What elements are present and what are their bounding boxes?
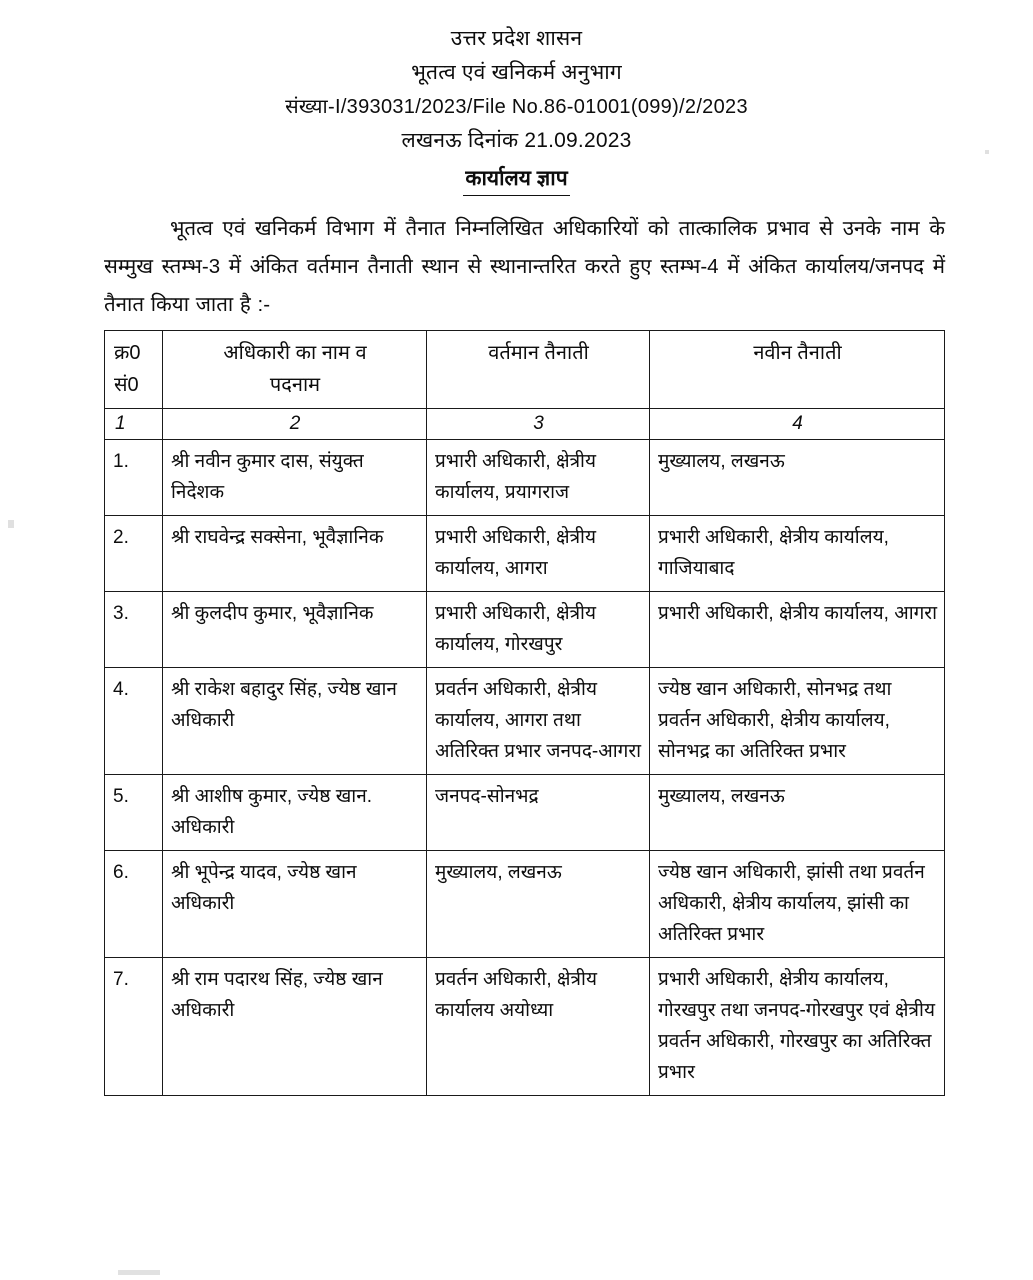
- cell-serial: 6.: [105, 851, 163, 958]
- table-row: [105, 958, 945, 1096]
- cell-new-posting: मुख्यालय, लखनऊ: [650, 440, 945, 516]
- department-name: भूतत्व एवं खनिकर्म अनुभाग: [411, 61, 622, 84]
- header-officer-line1: अधिकारी का नाम व: [223, 342, 367, 364]
- transfer-table-wrap: [104, 330, 944, 1096]
- reference-number: संख्या-I/393031/2023/File No.86-01001(099)/2/2023: [285, 96, 748, 118]
- cell-current-posting: मुख्यालय, लखनऊ: [427, 851, 650, 958]
- column-number-2: 2: [163, 409, 427, 440]
- header-new-posting: नवीन तैनाती: [650, 331, 945, 409]
- header-officer-line2: पदनाम: [269, 374, 321, 396]
- cell-serial: 1.: [105, 440, 163, 516]
- table-header-row: [105, 331, 945, 409]
- cell-current-posting: प्रभारी अधिकारी, क्षेत्रीय कार्यालय, प्रयागराज: [427, 440, 650, 516]
- cell-serial: 5.: [105, 775, 163, 851]
- place-and-date: लखनऊ दिनांक 21.09.2023: [401, 129, 632, 152]
- header-serial-line2: सं0: [114, 374, 139, 396]
- document-header: [0, 0, 1033, 196]
- column-number-row: [105, 409, 945, 440]
- cell-officer: श्री नवीन कुमार दास, संयुक्त निदेशक: [163, 440, 427, 516]
- cell-officer: श्री भूपेन्द्र यादव, ज्येष्ठ खान अधिकारी: [163, 851, 427, 958]
- cell-current-posting: प्रभारी अधिकारी, क्षेत्रीय कार्यालय, गोरखपुर: [427, 592, 650, 668]
- scan-speck-right: [985, 150, 989, 154]
- cell-serial: 3.: [105, 592, 163, 668]
- cell-officer: श्री आशीष कुमार, ज्येष्ठ खान. अधिकारी: [163, 775, 427, 851]
- table-header: [105, 331, 945, 440]
- table-row: [105, 775, 945, 851]
- cell-current-posting: प्रवर्तन अधिकारी, क्षेत्रीय कार्यालय, आगरा तथा अतिरिक्त प्रभार जनपद-आगरा: [427, 668, 650, 775]
- table-row: [105, 516, 945, 592]
- table-row: [105, 851, 945, 958]
- cell-serial: 2.: [105, 516, 163, 592]
- header-serial: [105, 331, 163, 409]
- column-number-1: 1: [105, 409, 163, 440]
- cell-officer: श्री राघवेन्द्र सक्सेना, भूवैज्ञानिक: [163, 516, 427, 592]
- column-number-3: 3: [427, 409, 650, 440]
- column-number-4: 4: [650, 409, 945, 440]
- header-current-posting: वर्तमान तैनाती: [427, 331, 650, 409]
- transfer-table: [104, 330, 945, 1096]
- cell-officer: श्री राकेश बहादुर सिंह, ज्येष्ठ खान अधिकारी: [163, 668, 427, 775]
- header-serial-line1: क्र0: [114, 342, 141, 364]
- header-officer: [163, 331, 427, 409]
- memo-title: कार्यालय ज्ञाप: [463, 164, 569, 196]
- cell-serial: 4.: [105, 668, 163, 775]
- table-row: [105, 440, 945, 516]
- cell-serial: 7.: [105, 958, 163, 1096]
- table-row: [105, 592, 945, 668]
- memo-title-wrap: [0, 158, 1033, 196]
- cell-current-posting: जनपद-सोनभद्र: [427, 775, 650, 851]
- scan-speck-left: [8, 520, 14, 528]
- cell-officer: श्री कुलदीप कुमार, भूवैज्ञानिक: [163, 592, 427, 668]
- cell-new-posting: ज्येष्ठ खान अधिकारी, सोनभद्र तथा प्रवर्तन अधिकारी, क्षेत्रीय कार्यालय, सोनभद्र का अतिरिक्त प्रभार: [650, 668, 945, 775]
- cell-officer: श्री राम पदारथ सिंह, ज्येष्ठ खान अधिकारी: [163, 958, 427, 1096]
- body-paragraph: भूतत्व एवं खनिकर्म विभाग में तैनात निम्नलिखित अधिकारियों को तात्कालिक प्रभाव से उनके नाम के सम्मुख स्तम्भ-3 में अंकित वर्तमान तैनाती स्थान से स्थानान्तरित करते हुए स्तम्भ-4 में अंकित कार्यालय/जनपद में तैनात किया जाता है :-: [104, 217, 945, 316]
- cell-new-posting: प्रभारी अधिकारी, क्षेत्रीय कार्यालय, आगरा: [650, 592, 945, 668]
- scan-artifact: [118, 1270, 160, 1275]
- cell-new-posting: मुख्यालय, लखनऊ: [650, 775, 945, 851]
- table-body: [105, 440, 945, 1096]
- cell-new-posting: ज्येष्ठ खान अधिकारी, झांसी तथा प्रवर्तन अधिकारी, क्षेत्रीय कार्यालय, झांसी का अतिरिक्त प्रभार: [650, 851, 945, 958]
- cell-new-posting: प्रभारी अधिकारी, क्षेत्रीय कार्यालय, गाजियाबाद: [650, 516, 945, 592]
- cell-new-posting: प्रभारी अधिकारी, क्षेत्रीय कार्यालय, गोरखपुर तथा जनपद-गोरखपुर एवं क्षेत्रीय प्रवर्तन अधिकारी, गोरखपुर का अतिरिक्त प्रभार: [650, 958, 945, 1096]
- cell-current-posting: प्रभारी अधिकारी, क्षेत्रीय कार्यालय, आगरा: [427, 516, 650, 592]
- table-row: [105, 668, 945, 775]
- government-name: उत्तर प्रदेश शासन: [450, 27, 583, 50]
- cell-current-posting: प्रवर्तन अधिकारी, क्षेत्रीय कार्यालय अयोध्या: [427, 958, 650, 1096]
